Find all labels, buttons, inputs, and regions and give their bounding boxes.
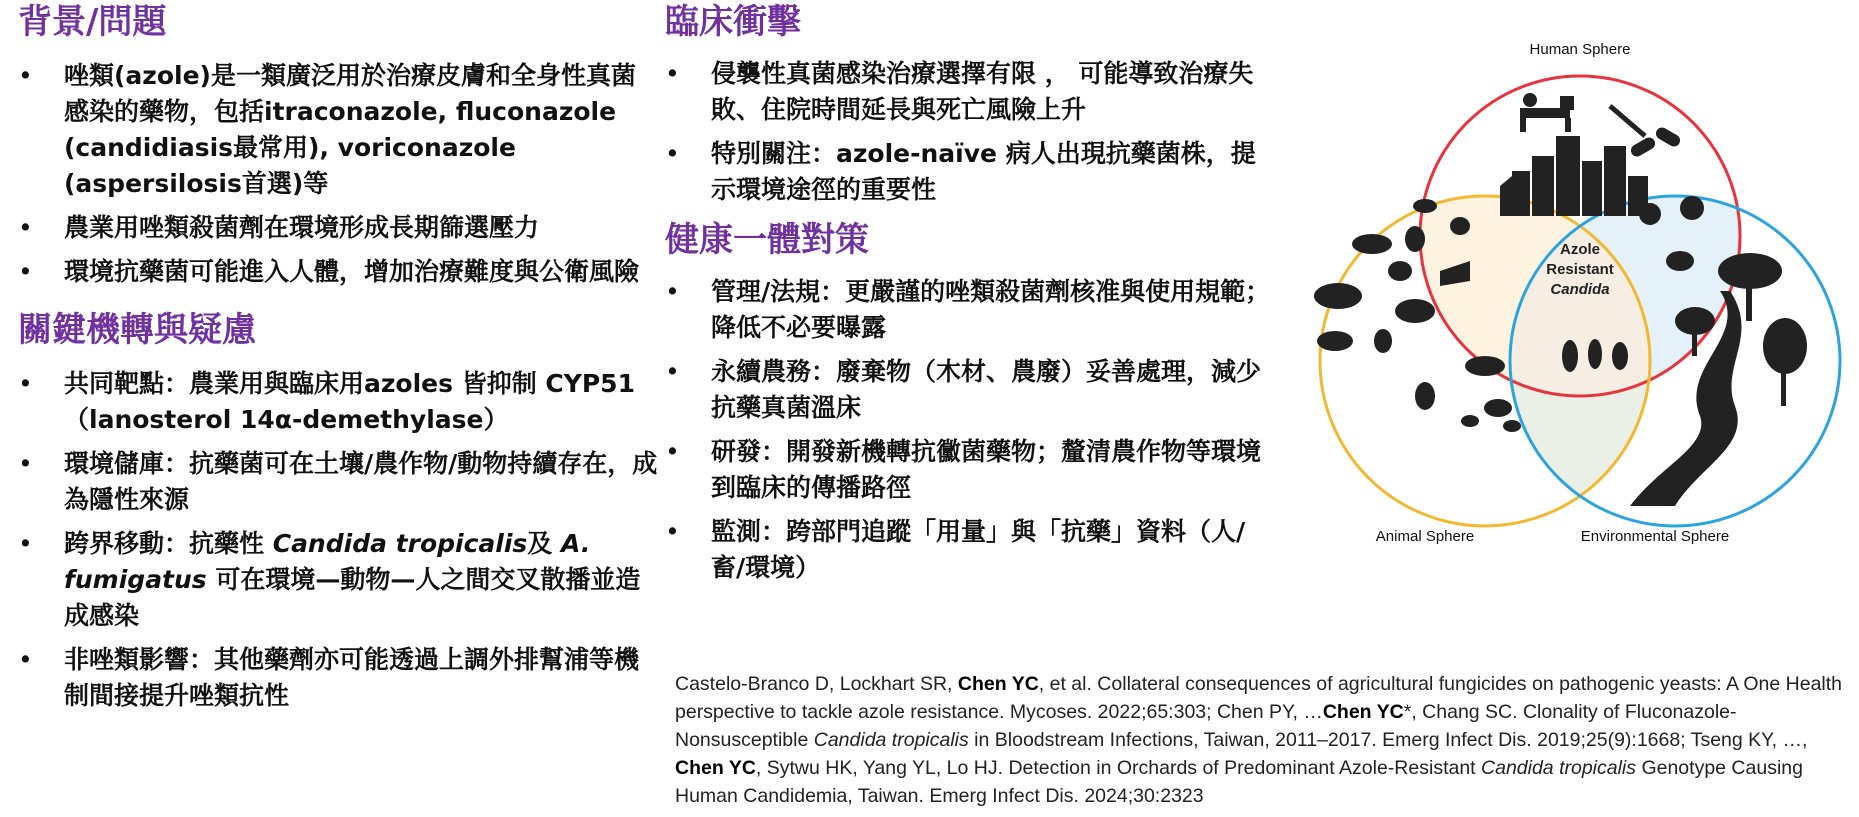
- list-item: • 管理/法規：更嚴謹的唑類殺菌劑核准與使用規範；降低不必要曝露: [665, 274, 1275, 346]
- background-list: [18, 58, 658, 290]
- fish-icon: [1461, 415, 1479, 427]
- pig-icon: [1352, 234, 1392, 254]
- cow-icon: [1314, 283, 1362, 309]
- corn-icon: [1562, 340, 1578, 372]
- chicken-icon: [1388, 261, 1412, 281]
- section-heading-mechanism: 關鍵機轉與疑慮: [18, 310, 256, 350]
- section-heading-background: 背景/問題: [18, 2, 167, 42]
- crop-icons: [1562, 339, 1628, 372]
- list-item: • 侵襲性真菌感染治療選擇有限 ， 可能導致治療失敗、住院時間延長與死亡風險上升: [665, 56, 1275, 128]
- environmental-sphere-label: Environmental Sphere: [1580, 528, 1730, 545]
- hospital-bed-icon: [1520, 93, 1574, 132]
- horse-icon: [1395, 299, 1435, 323]
- dog-icon: [1317, 331, 1353, 351]
- crab-icon: [1503, 420, 1521, 432]
- center-label-1: Azole: [1559, 241, 1601, 258]
- list-item: • 環境抗藥菌可能進入人體，增加治療難度與公衛風險: [18, 254, 658, 290]
- animal-sphere-label: Animal Sphere: [1375, 528, 1475, 545]
- list-item: • 研發：開發新機轉抗黴菌藥物；釐清農作物等環境到臨床的傳播路徑: [665, 434, 1275, 506]
- list-item: • 跨界移動：抗藥性 Candida tropicalis及 A. fumigatus 可在環境—動物—人之間交叉散播並造成感染: [18, 526, 658, 634]
- deer-icon: [1465, 356, 1505, 376]
- vegetables-icon: [1666, 251, 1694, 271]
- list-item: • 非唑類影響：其他藥劑亦可能透過上調外排幫浦等機制間接提升唑類抗性: [18, 642, 658, 714]
- human-sphere-label: Human Sphere: [1529, 41, 1631, 58]
- center-label-3: Candida: [1550, 281, 1610, 298]
- tomato-icon: [1639, 203, 1661, 225]
- list-item: • 唑類(azole)是一類廣泛用於治療皮膚和全身性真菌感染的藥物，包括itraconazole, fluconazole (candidiasis最常用), voriconazole (aspersilosis首選)等: [18, 58, 658, 202]
- wheat-icon: [1588, 339, 1602, 369]
- mechanism-list: [18, 366, 658, 714]
- list-item: • 共同靶點：農業用與臨床用azoles 皆抑制 CYP51（lanosterol 14α-demethylase）: [18, 366, 658, 438]
- syringe-icon: [1610, 106, 1645, 136]
- section-heading-clinical-impact: 臨床衝擊: [665, 2, 801, 42]
- pepper-icon: [1612, 342, 1628, 370]
- list-item: • 農業用唑類殺菌劑在環境形成長期篩選壓力: [18, 210, 658, 246]
- left-column: [18, 0, 658, 722]
- pelican-icon: [1415, 382, 1435, 410]
- section-heading-one-health: 健康一體對策: [665, 220, 869, 260]
- list-item: • 監測：跨部門追蹤「用量」與「抗藥」資料（人/畜/環境）: [665, 514, 1275, 586]
- list-item: • 環境儲庫：抗藥菌可在土壤/農作物/動物持續存在，成為隱性來源: [18, 446, 658, 518]
- drumstick-icon: [1450, 217, 1470, 235]
- list-item: • 永續農務：廢棄物（木材、農廢）妥善處理，減少抗藥真菌溫床: [665, 354, 1275, 426]
- center-label-2: Resistant: [1546, 261, 1614, 278]
- references: Castelo-Branco D, Lockhart SR, Chen YC, et al. Collateral consequences of agricultural fungicides on pathogenic yeasts: A One Health perspective to tackle azole resistance. Mycoses. 2022;65:303; Chen PY, …Chen YC*, Chang SC. Clonality of Fluconazole-Nonsusceptible Candida tropicalis in Bloodstream Infections, Taiwan, 2011–2017. Emerg Infect Dis. 2019;25(9):1668; Tseng KY, …, Chen YC, Sytwu HK, Yang YL, Lo HJ. Detection in Orchards of Predominant Azole-Resistant Candida tropicalis Genotype Causing Human Candidemia, Taiwan. Emerg Infect Dis. 2024;30:2323: [675, 673, 1843, 807]
- turtle-icon: [1484, 399, 1512, 417]
- city-icon: [1500, 136, 1648, 216]
- fish-food-icon: [1413, 199, 1437, 213]
- one-health-list: [665, 274, 1275, 586]
- list-item: • 特別關注：azole-naïve 病人出現抗藥菌株，提示環境途徑的重要性: [665, 136, 1275, 208]
- one-health-venn-diagram: [1280, 36, 1859, 556]
- grapes-icon: [1680, 196, 1704, 220]
- middle-column: [665, 0, 1275, 594]
- cat-icon: [1374, 329, 1392, 353]
- clinical-impact-list: [665, 56, 1275, 208]
- egg-icon: [1405, 226, 1425, 252]
